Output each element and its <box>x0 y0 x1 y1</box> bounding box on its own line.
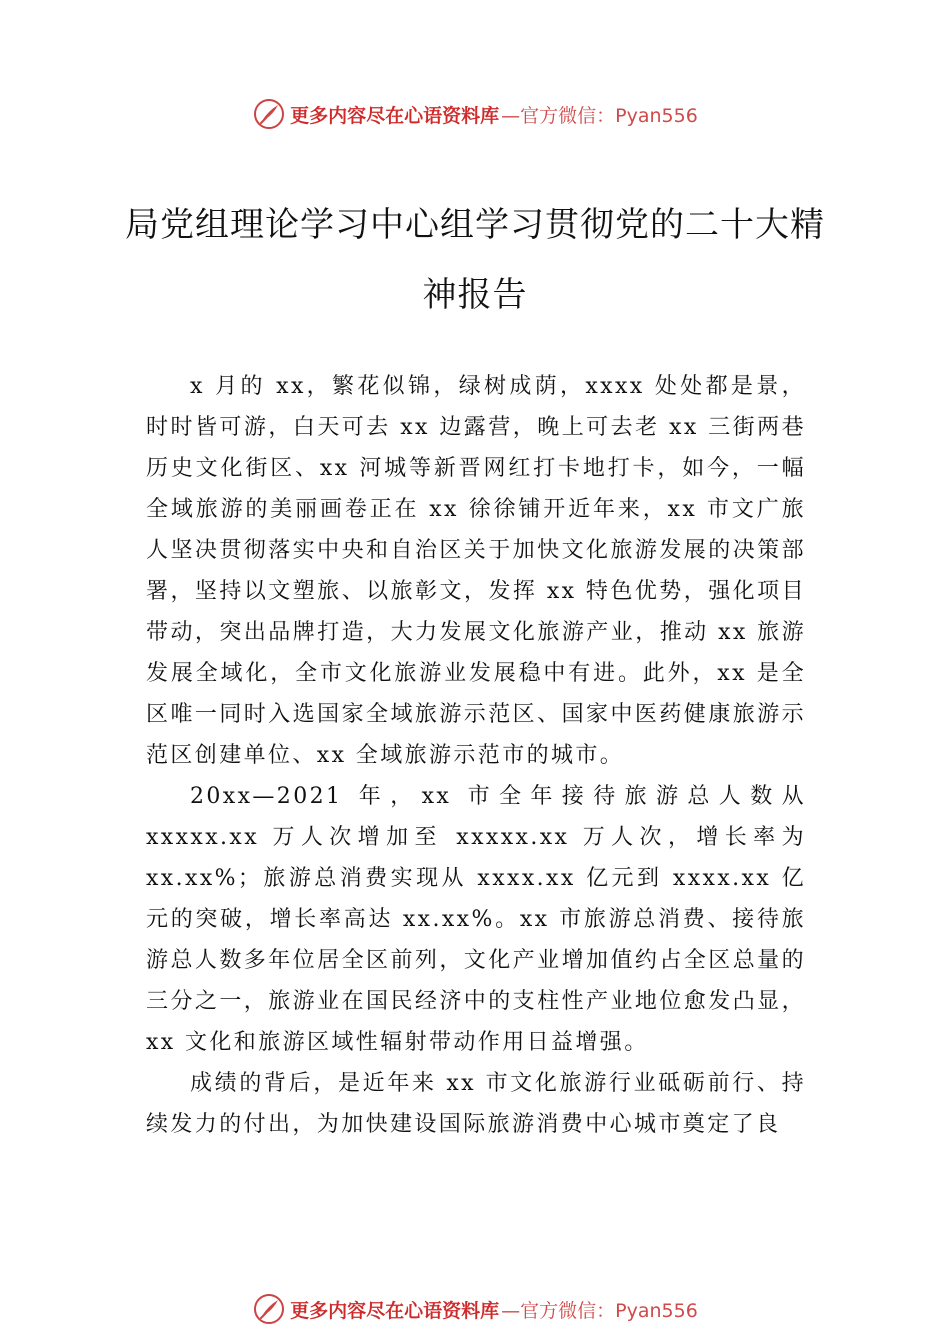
document-body <box>146 366 806 1145</box>
banner-wechat-text: —官方微信：Pyan556 <box>501 1299 698 1322</box>
paragraph: 成绩的背后，是近年来 xx 市文化旅游行业砥砺前行、持续发力的付出，为加快建设国际旅游消费中心城市奠定了良 <box>146 1071 806 1137</box>
banner-main-text: 更多内容尽在心语资料库 <box>290 104 500 127</box>
footer-watermark-banner <box>0 1289 950 1329</box>
quill-pen-logo-icon <box>252 97 286 131</box>
document-title: 局党组理论学习中心组学习贯彻党的二十大精神报告 <box>125 205 825 315</box>
banner-main-text: 更多内容尽在心语资料库 <box>290 1299 500 1322</box>
paragraph: 20xx—2021 年，xx 市全年接待旅游总人数从 xxxxx.xx 万人次增加至 xxxxx.xx 万人次，增长率为 xx.xx%；旅游总消费实现从 xxxx.xx 亿元到 xxxx.xx 亿元的突破，增长率高达 xx.xx%。xx 市旅游总消费、接待旅游总人数多年位居全区前列，文化产业增加值约占全区总量的三分之一，旅游业在国民经济中的支柱性产业地位愈发凸显，xx 文化和旅游区域性辐射带动作用日益增强。 <box>146 784 806 1055</box>
header-watermark-banner <box>0 94 950 134</box>
quill-pen-logo-icon <box>252 1292 286 1326</box>
banner-wechat-text: —官方微信：Pyan556 <box>501 104 698 127</box>
paragraph: x 月的 xx，繁花似锦，绿树成荫，xxxx 处处都是景，时时皆可游，白天可去 xx 边露营，晚上可去老 xx 三街两巷历史文化街区、xx 河城等新晋网红打卡地打卡，如今，一幅全域旅游的美丽画卷正在 xx 徐徐铺开近年来，xx 市文广旅人坚决贯彻落实中央和自治区关于加快文化旅游发展的决策部署，坚持以文塑旅、以旅彰文，发挥 xx 特色优势，强化项目带动，突出品牌打造，大力发展文化旅游产业，推动 xx 旅游发展全域化，全市文化旅游业发展稳中有进。此外，xx 是全区唯一同时入选国家全域旅游示范区、国家中医药健康旅游示范区创建单位、xx 全域旅游示范市的城市。 <box>146 374 806 768</box>
